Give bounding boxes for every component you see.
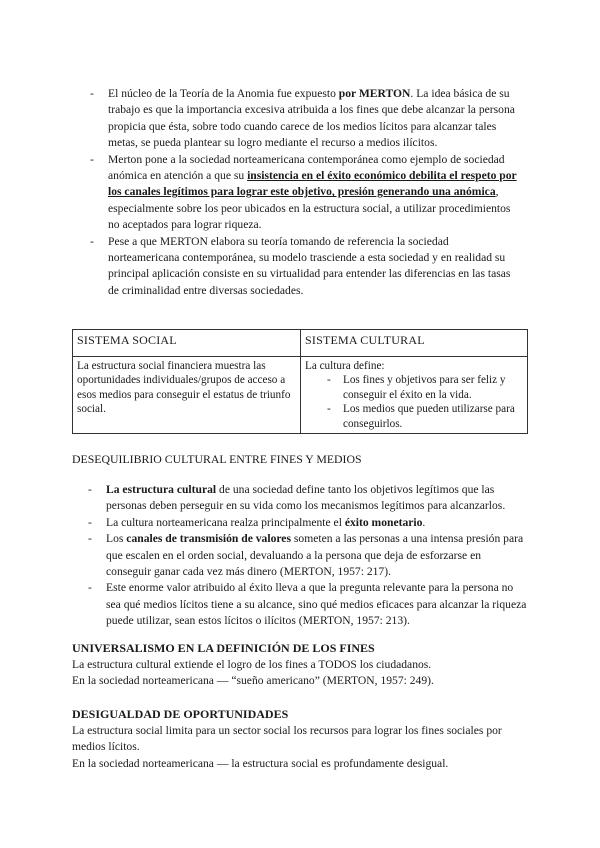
- universalismo-line: En la sociedad norteamericana — “sueño americano” (MERTON, 1957: 249).: [72, 674, 434, 688]
- item-text: Los: [106, 532, 127, 546]
- item-text: , especialmente sobre los peor ubicados en la estructura social, a utilizar procedimientos no aceptados para lograr riqueza.: [108, 185, 511, 232]
- list-item: [90, 234, 522, 300]
- desigualdad-body: [72, 723, 527, 772]
- desequilibrio-bullet-list: [88, 482, 528, 630]
- item-text: Los medios que pueden utilizarse para conseguirlos.: [343, 403, 515, 430]
- list-item: [327, 373, 523, 402]
- list-item: [88, 482, 528, 515]
- desequilibrio-heading: DESEQUILIBRIO CULTURAL ENTRE FINES Y MEDIOS: [72, 452, 362, 466]
- header-sistema-cultural: SISTEMA CULTURAL: [301, 330, 528, 357]
- list-item: [327, 402, 523, 431]
- item-bold-text: éxito monetario: [344, 515, 423, 529]
- universalismo-line: La estructura cultural extiende el logro de los fines a TODOS los ciudadanos.: [72, 658, 432, 671]
- cell-sistema-social: La estructura social financiera muestra las oportunidades individuales/grupos de acceso a esos medios para conseguir el estatus de triunfo social.: [73, 357, 301, 434]
- bullet-dash: -: [90, 152, 94, 166]
- item-text: .: [422, 515, 426, 529]
- cultural-list: [305, 373, 523, 431]
- universalismo-heading: UNIVERSALISMO EN LA DEFINICIÓN DE LOS FINES: [72, 641, 375, 655]
- bullet-dash: -: [88, 581, 92, 595]
- cell-intro: La cultura define:: [305, 360, 385, 372]
- bullet-dash: -: [88, 532, 92, 546]
- bullet-dash: -: [327, 374, 331, 387]
- universalismo-body: [72, 657, 527, 690]
- item-bold-text: por MERTON: [338, 87, 411, 100]
- desigualdad-line: En la sociedad norteamericana — la estructura social es profundamente desigual.: [72, 756, 449, 770]
- item-text: . La idea básica de su trabajo es que la importancia excesiva atribuida a los fines que debe alcanzar la persona propicia que ésta, sobre todo cuando carece de los medios lícitos para alcanzar tales metas, se pueda plantear su logro mediante el recurso a medios ilícitos.: [108, 87, 515, 150]
- item-text: Este enorme valor atribuido al éxito lleva a que la pregunta relevante para la persona no sea qué medios lícitos tiene a su alcance, sino qué medios eficaces para alcanzar la riqueza puede utilizar, sean estos lícitos o ilícitos (MERTON, 1957: 213).: [106, 581, 527, 628]
- systems-table: [72, 329, 528, 434]
- item-text: Pese a que MERTON elabora su teoría tomando de referencia la sociedad norteamericana contemporánea, su modelo trasciende a esta sociedad y en realidad su principal aplicación consiste en su virtualidad para entender las diferencias en las tasas de criminalidad entre diversas sociedades.: [108, 234, 511, 297]
- header-sistema-social: SISTEMA SOCIAL: [73, 330, 301, 357]
- item-text: Merton pone a la sociedad norteamericana contemporánea como ejemplo de sociedad anómica en atención a que su: [108, 152, 505, 183]
- list-item: [88, 515, 528, 531]
- item-text: El núcleo de la Teoría de la Anomia fue expuesto: [108, 87, 339, 100]
- item-bold-text: La estructura cultural: [106, 483, 217, 496]
- item-bold-text: canales de transmisión de valores: [126, 532, 291, 546]
- desigualdad-heading: DESIGUALDAD DE OPORTUNIDADES: [72, 707, 289, 721]
- cell-sistema-cultural: [301, 357, 528, 434]
- list-item: [90, 86, 522, 152]
- item-text: someten a las personas a una intensa presión para que escalen en el orden social, devaluando a la persona que deja de esforzarse en conseguir ganar cada vez más dinero (MERTON, 1957: 217).: [106, 532, 524, 579]
- bullet-dash: -: [88, 515, 92, 529]
- item-text: La cultura norteamericana realza principalmente el: [106, 515, 345, 529]
- bullet-dash: -: [90, 234, 94, 248]
- intro-bullet-list: [90, 86, 522, 299]
- item-text: de una sociedad define tanto los objetivos legítimos que las personas deben perseguir en su vida como los mecanismos legítimos para alcanzarlos.: [106, 483, 506, 513]
- item-text: Los fines y objetivos para ser feliz y conseguir el éxito en la vida.: [343, 374, 506, 401]
- list-item: [88, 531, 528, 580]
- bullet-dash: -: [90, 87, 94, 100]
- desigualdad-line: La estructura social limita para un sector social los recursos para lograr los fines sociales por medios lícitos.: [72, 724, 502, 754]
- list-item: [88, 580, 528, 629]
- bullet-dash: -: [88, 483, 92, 496]
- bullet-dash: -: [327, 403, 331, 416]
- item-bold-underlined-text: insistencia en el éxito económico debilita el respeto por los canales legítimos para lograr este objetivo, presión generando una anómica: [108, 169, 517, 199]
- list-item: [90, 152, 522, 234]
